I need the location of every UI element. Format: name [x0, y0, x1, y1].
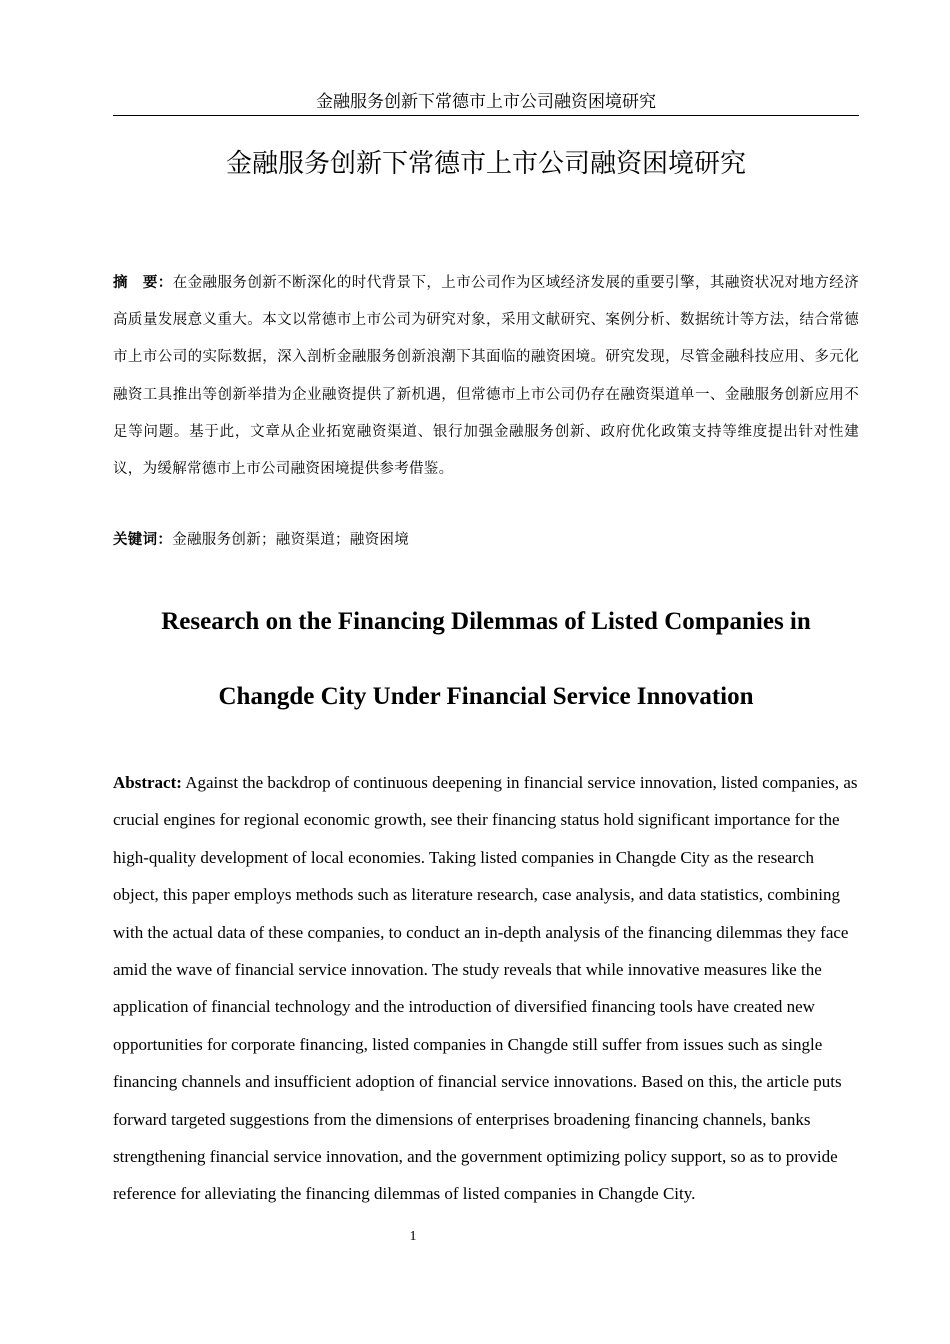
page-number: 1	[409, 1229, 417, 1244]
chinese-abstract-text: 在金融服务创新不断深化的时代背景下，上市公司作为区域经济发展的重要引擎，其融资状况对地方经济高质量发展意义重大。本文以常德市上市公司为研究对象，采用文献研究、案例分析、数据统计等方法，结合常德市上市公司的实际数据，深入剖析金融服务创新浪潮下其面临的融资困境。研究发现，尽管金融科技应用、多元化融资工具推出等创新举措为企业融资提供了新机遇，但常德市上市公司仍存在融资渠道单一、金融服务创新应用不足等问题。基于此，文章从企业拓宽融资渠道、银行加强金融服务创新、政府优化政策支持等维度提出针对性建议，为缓解常德市上市公司融资困境提供参考借鉴。	[113, 275, 860, 478]
chinese-abstract	[113, 264, 859, 488]
chinese-keywords	[113, 523, 859, 557]
chinese-title: 金融服务创新下常德市上市公司融资困境研究	[225, 149, 746, 179]
chinese-keywords-label: 关键词：	[113, 531, 173, 548]
chinese-abstract-label: 摘 要：	[113, 274, 173, 291]
running-header: 金融服务创新下常德市上市公司融资困境研究	[113, 90, 859, 116]
chinese-keywords-text: 金融服务创新；融资渠道；融资困境	[172, 532, 410, 548]
english-abstract-label: Abstract:	[113, 773, 182, 792]
english-abstract-text: Against the backdrop of continuous deepening in financial service innovation, listed companies, as crucial engines for regional economic growth, see their financing status hold significant importance for the high-quality development of local economies. Taking listed companies in Changde City as the research object, this paper employs methods such as literature research, case analysis, and data statistics, combining with the actual data of these companies, to conduct an in-depth analysis of the financing dilemmas they face amid the wave of financial service innovation. The study reveals that while innovative measures like the application of financial technology and the introduction of diversified financing tools have created new opportunities for corporate financing, listed companies in Changde still suffer from issues such as single financing channels and insufficient adoption of financial service innovations. Based on this, the article puts forward targeted suggestions from the dimensions of enterprises broadening financing channels, banks strengthening financial service innovation, and the government optimizing policy support, so as to provide reference for alleviating the financing dilemmas of listed companies in Changde City.	[113, 773, 858, 1204]
english-abstract	[113, 764, 863, 1213]
english-title: Research on the Financing Dilemmas of Listed Companies in Changde City Under Financial Service Innovation	[161, 608, 811, 710]
